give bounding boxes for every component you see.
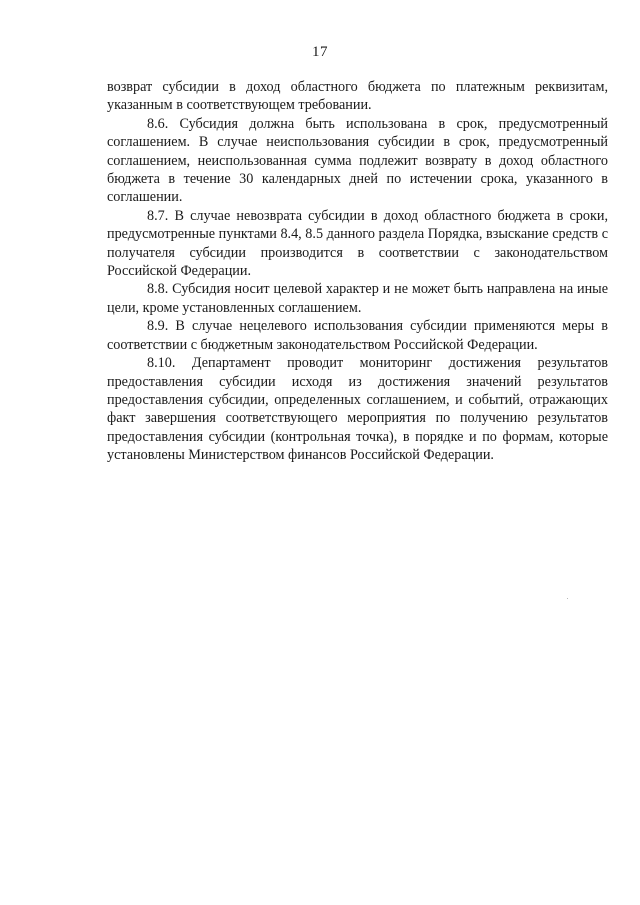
- page-number: 17: [312, 44, 328, 60]
- paragraph-8-6: 8.6. Субсидия должна быть использована в срок, предусмотренный соглашением. В случае неиспользования субсидии в срок, предусмотренный соглашением, неиспользованная сумма подлежит возврату в доход областного бюджета в течение 30 календарных дней по истечении срока, указанного в соглашении.: [107, 115, 608, 206]
- paragraph-continuation: возврат субсидии в доход областного бюджета по платежным реквизитам, указанным в соответствующем требовании.: [107, 79, 608, 114]
- paragraph-8-9: 8.9. В случае нецелевого использования субсидии применяются меры в соответствии с бюджетным законодательством Российской Федерации.: [107, 318, 608, 353]
- paragraph-8-7: 8.7. В случае невозврата субсидии в доход областного бюджета в сроки, предусмотренные пунктами 8.4, 8.5 данного раздела Порядка, взыскание средств с получателя субсидии производится в соответствии с законодательством Российской Федерации.: [107, 207, 608, 280]
- document-body: [107, 78, 608, 465]
- paragraph-8-8: 8.8. Субсидия носит целевой характер и не может быть направлена на иные цели, кроме установленных соглашением.: [107, 281, 608, 316]
- paragraph-8-10: 8.10. Департамент проводит мониторинг достижения результатов предоставления субсидии исходя из достижения значений результатов предоставления субсидии, определенных соглашением, и событий, отражающих факт завершения соответствующего мероприятия по получению результатов предоставления субсидии (контрольная точка), в порядке и по формам, которые установлены Министерством финансов Российской Федерации.: [107, 355, 608, 464]
- scan-speck: [567, 598, 568, 599]
